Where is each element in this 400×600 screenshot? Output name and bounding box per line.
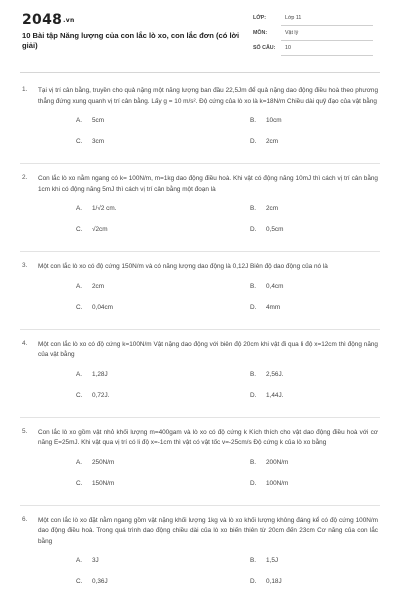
answer-options — [38, 117, 378, 159]
header-divider — [20, 72, 380, 73]
question-number: 1. — [22, 86, 28, 93]
option-label: D. — [250, 479, 257, 487]
meta-value: Vật lý — [285, 30, 299, 36]
option-text: 0,4cm — [266, 282, 284, 290]
option-label: C. — [76, 479, 83, 487]
question-item — [0, 262, 400, 325]
option-label: C. — [76, 138, 83, 145]
option-label: A. — [76, 117, 83, 124]
logo-suffix: .vn — [63, 16, 75, 24]
answer-option[interactable] — [76, 371, 108, 378]
meta-value: Lớp 11 — [285, 15, 302, 21]
site-logo[interactable] — [22, 12, 75, 28]
answer-option[interactable] — [250, 226, 283, 233]
option-text: 0,04cm — [92, 303, 113, 311]
question-item — [0, 340, 400, 413]
answer-option[interactable] — [76, 459, 114, 466]
answer-option[interactable] — [76, 283, 104, 290]
answer-option[interactable] — [250, 557, 278, 564]
option-text: 150N/m — [92, 479, 115, 487]
option-label: D. — [250, 303, 257, 311]
option-text: 2,56J. — [266, 370, 284, 378]
answer-options — [38, 283, 378, 325]
meta-underline — [281, 40, 373, 41]
answer-option[interactable] — [250, 392, 283, 399]
option-label: D. — [250, 391, 257, 399]
question-text: Một con lắc lò xo đặt nằm ngang gồm vật nặng khối lượng 1kg và lò xo khối lượng không đáng kể có độ cứng 100N/m dao động điều hoà. Trong quá trình dao động chiều dài của lò xo biến thiên từ 20cm đến 23cm Cơ năng của con lắc bằng — [38, 516, 378, 545]
option-label: B. — [250, 557, 257, 564]
question-item — [0, 516, 400, 600]
answer-row — [38, 371, 378, 392]
option-label: C. — [76, 391, 83, 399]
answer-option[interactable] — [250, 205, 278, 212]
meta-row-subject — [253, 28, 373, 43]
meta-key: MÔN: — [253, 30, 268, 36]
question-divider — [20, 251, 380, 252]
question-text: Con lắc lò xo nằm ngang có k= 100N/m, m=1kg dao động điều hoà. Khi vật có động năng 10mJ thì cách vị trí cân bằng 1cm khi có động năng 5mJ thì cách vị trí cân bằng một đoạn là — [38, 175, 378, 193]
option-label: D. — [250, 226, 257, 233]
answer-option[interactable] — [250, 138, 278, 145]
answer-options — [38, 371, 378, 413]
option-text: 1/√2 cm. — [92, 205, 117, 212]
meta-value: 10 — [285, 45, 291, 51]
option-text: 0,5cm — [266, 226, 284, 233]
option-text: 250N/m — [92, 458, 115, 466]
option-text: 10cm — [266, 117, 282, 124]
answer-option[interactable] — [250, 371, 283, 378]
answer-option[interactable] — [250, 117, 282, 124]
option-text: 5cm — [92, 117, 105, 124]
question-number: 3. — [22, 262, 28, 269]
answer-option[interactable] — [76, 117, 104, 124]
question-text: Một con lắc lò xo có độ cứng 150N/m và có năng lượng dao động là 0,12J Biên độ dao động của nó là — [38, 263, 328, 270]
answer-option[interactable] — [250, 283, 283, 290]
answer-row — [38, 138, 378, 159]
answer-row — [38, 283, 378, 304]
option-text: 3J — [92, 557, 99, 564]
option-text: 1,5J — [266, 557, 279, 564]
option-text: 2cm — [92, 282, 105, 290]
option-text: 2cm — [266, 138, 279, 145]
option-text: 4mm — [266, 303, 281, 311]
question-number: 5. — [22, 427, 28, 435]
option-text: 2cm — [266, 205, 279, 212]
option-text: 3cm — [92, 138, 105, 145]
question-list — [0, 86, 400, 599]
meta-key: SỐ CÂU: — [253, 45, 276, 51]
answer-row — [38, 117, 378, 138]
answer-option[interactable] — [76, 557, 99, 564]
option-text: 0,18J — [266, 578, 282, 585]
option-text: √2cm — [92, 226, 108, 233]
answer-option[interactable] — [76, 205, 116, 212]
answer-row — [38, 226, 378, 247]
meta-row-question-count — [253, 43, 373, 58]
option-text: 1,44J. — [266, 391, 284, 399]
option-label: D. — [250, 138, 257, 145]
option-label: B. — [250, 370, 257, 378]
question-divider — [20, 163, 380, 164]
meta-underline — [281, 25, 373, 26]
option-text: 100N/m — [266, 479, 289, 487]
option-label: D. — [250, 578, 257, 585]
answer-option[interactable] — [76, 226, 108, 233]
question-number: 6. — [22, 515, 28, 523]
option-label: C. — [76, 303, 83, 311]
option-label: B. — [250, 458, 257, 466]
answer-option[interactable] — [76, 138, 104, 145]
option-label: A. — [76, 370, 83, 378]
answer-option[interactable] — [250, 304, 280, 311]
document-title: 10 Bài tập Năng lượng của con lắc lò xo, con lắc đơn (có lời giải) — [22, 31, 240, 50]
meta-panel — [253, 13, 373, 58]
option-text: 0,72J. — [92, 391, 110, 399]
option-text: 0,36J — [92, 578, 108, 585]
answer-option[interactable] — [76, 480, 114, 487]
option-text: 200N/m — [266, 458, 289, 466]
answer-row — [38, 304, 378, 325]
question-text: Tại vị trí cân bằng, truyền cho quả nặng một năng lượng ban đầu 22,5Jm để quả nặng dao động điều hoà theo phương thẳng đứng xung quanh vị trí cân bằng. Lấy g = 10 m/s². Độ cứng của lò xo là k=18N/m Chiều dài quỹ đạo của vật bằng — [38, 87, 378, 105]
logo-text: 2048 — [22, 12, 63, 28]
answer-row — [38, 459, 378, 480]
question-text: Một con lắc lò xo có độ cứng k=100N/m Vật nặng dao động với biên độ 20cm khi vật đi qua li độ x=12cm thì động năng của vật bằng — [38, 340, 378, 358]
answer-option[interactable] — [76, 304, 113, 311]
meta-row-class — [253, 13, 373, 28]
question-number: 4. — [22, 339, 28, 347]
option-label: C. — [76, 578, 83, 585]
option-label: C. — [76, 226, 83, 233]
question-divider — [20, 329, 380, 330]
answer-option[interactable] — [250, 459, 288, 466]
answer-option[interactable] — [250, 578, 282, 585]
answer-option[interactable] — [76, 392, 109, 399]
answer-row — [38, 205, 378, 226]
question-divider — [20, 417, 380, 418]
answer-row — [38, 392, 378, 413]
answer-options — [38, 557, 378, 599]
answer-row — [38, 578, 378, 599]
answer-row — [38, 480, 378, 501]
question-item — [0, 174, 400, 247]
answer-option[interactable] — [76, 578, 108, 585]
question-number: 2. — [22, 174, 28, 181]
question-item — [0, 86, 400, 159]
question-divider — [20, 505, 380, 506]
answer-row — [38, 557, 378, 578]
meta-key: LỚP: — [253, 15, 267, 21]
option-label: A. — [76, 557, 83, 564]
page-header — [0, 0, 400, 62]
option-label: B. — [250, 205, 257, 212]
answer-option[interactable] — [250, 480, 288, 487]
option-label: B. — [250, 282, 257, 290]
option-label: A. — [76, 458, 83, 466]
option-text: 1,28J — [92, 370, 108, 378]
answer-options — [38, 459, 378, 501]
meta-underline — [281, 55, 373, 56]
option-label: B. — [250, 117, 257, 124]
option-label: A. — [76, 205, 83, 212]
question-item — [0, 428, 400, 501]
answer-options — [38, 205, 378, 247]
question-text: Con lắc lò xo gồm vật nhỏ khối lượng m=400gam và lò xo có độ cứng k Kích thích cho vật dao động điều hoà với cơ năng E=25mJ. Khi vật qua vị trí có li độ x=-1cm thì vật có vật tốc v=-25cm/s Độ cứng k của lò xo bằng — [38, 428, 378, 446]
option-label: A. — [76, 282, 83, 290]
